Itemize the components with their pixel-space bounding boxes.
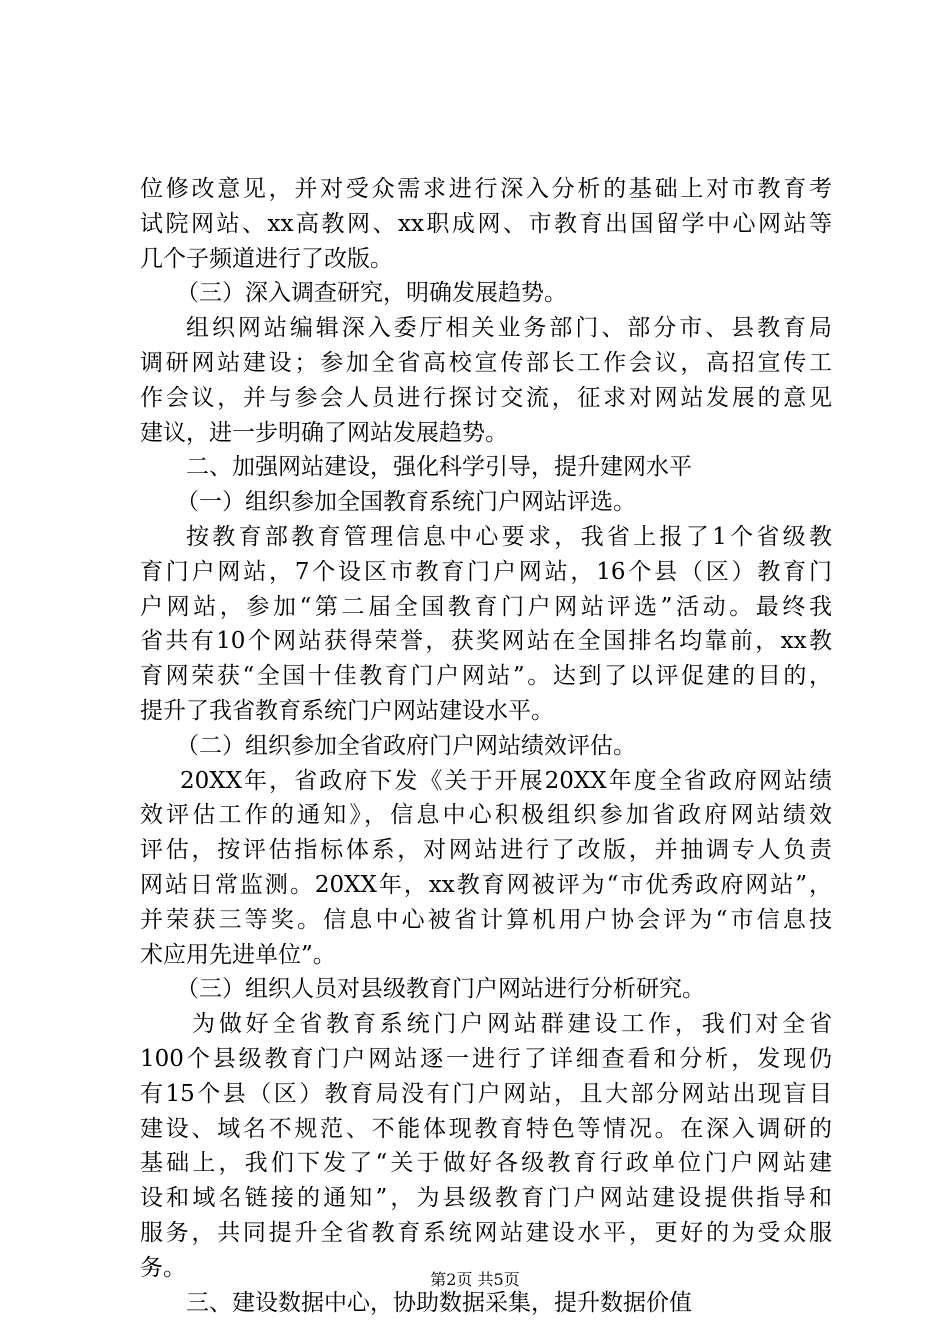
text-line: 调研网站建设；参加全省高校宣传部长工作会议，高招宣传工 bbox=[140, 349, 832, 376]
text-line: 效评估工作的通知》，信息中心积极组织参加省政府网站绩效 bbox=[140, 802, 832, 829]
text-line: 务。 bbox=[140, 1254, 186, 1281]
text-line: 二、加强网站建设，强化科学引导，提升建网水平 bbox=[186, 454, 692, 481]
page-footer: 第2页 共5页 bbox=[430, 1270, 520, 1289]
text-line: 建设、域名不规范、不能体现教育特色等情况。在深入调研的 bbox=[140, 1115, 832, 1142]
text-line: 试院网站、xx高教网、xx职成网、市教育出国留学中心网站等 bbox=[140, 210, 832, 237]
text-line: 服务，共同提升全省教育系统网站建设水平，更好的为受众服 bbox=[140, 1219, 832, 1246]
text-line: 育网荣获“全国十佳教育门户网站”。达到了以评促建的目的， bbox=[140, 663, 832, 690]
text-line: （三）组织人员对县级教育门户网站进行分析研究。 bbox=[176, 976, 705, 1003]
text-line: （二）组织参加全省政府门户网站绩效评估。 bbox=[176, 732, 636, 759]
text-line: 位修改意见，并对受众需求进行深入分析的基础上对市教育考 bbox=[140, 176, 832, 202]
text-line: 网站日常监测。20XX年，xx教育网被评为“市优秀政府网站”， bbox=[140, 871, 832, 898]
text-line: 三、建设数据中心，协助数据采集，提升数据价值 bbox=[186, 1289, 692, 1316]
text-line: 有15个县（区）教育局没有门户网站，且大部分网站出现盲目 bbox=[140, 1080, 832, 1107]
text-line: 并荣获三等奖。信息中心被省计算机用户协会评为“市信息技 bbox=[140, 906, 832, 933]
document-body bbox=[140, 172, 832, 1320]
text-line: 户网站，参加“第二届全国教育门户网站评选”活动。最终我 bbox=[140, 593, 832, 620]
text-line: 术应用先进单位”。 bbox=[140, 941, 336, 968]
text-line: 设和域名链接的通知”，为县级教育门户网站建设提供指导和 bbox=[140, 1185, 832, 1212]
text-line: 建议，进一步明确了网站发展趋势。 bbox=[140, 419, 508, 446]
text-line: 100个县级教育门户网站逐一进行了详细查看和分析，发现仍 bbox=[140, 1045, 832, 1072]
text-line: 提升了我省教育系统门户网站建设水平。 bbox=[140, 697, 554, 724]
text-line: 作会议，并与参会人员进行探讨交流，征求对网站发展的意见 bbox=[140, 384, 832, 411]
text-line: 几个子频道进行了改版。 bbox=[140, 245, 393, 272]
text-line: 基础上，我们下发了“关于做好各级教育行政单位门户网站建 bbox=[140, 1150, 832, 1177]
text-line: 组织网站编辑深入委厅相关业务部门、部分市、县教育局 bbox=[186, 315, 832, 342]
text-line: （三）深入调查研究，明确发展趋势。 bbox=[176, 280, 567, 307]
text-line: （一）组织参加全国教育系统门户网站评选。 bbox=[176, 489, 636, 516]
text-line: 20XX年，省政府下发《关于开展20XX年度全省政府网站绩 bbox=[180, 767, 832, 794]
text-line: 评估，按评估指标体系，对网站进行了改版，并抽调专人负责 bbox=[140, 837, 832, 864]
text-line: 按教育部教育管理信息中心要求，我省上报了1个省级教 bbox=[186, 523, 832, 550]
text-line: 为做好全省教育系统门户网站群建设工作，我们对全省 bbox=[192, 1011, 832, 1038]
text-line: 省共有10个网站获得荣誉，获奖网站在全国排名均靠前，xx教 bbox=[140, 628, 832, 655]
text-line: 育门户网站，7个设区市教育门户网站，16个县（区）教育门 bbox=[140, 558, 832, 585]
